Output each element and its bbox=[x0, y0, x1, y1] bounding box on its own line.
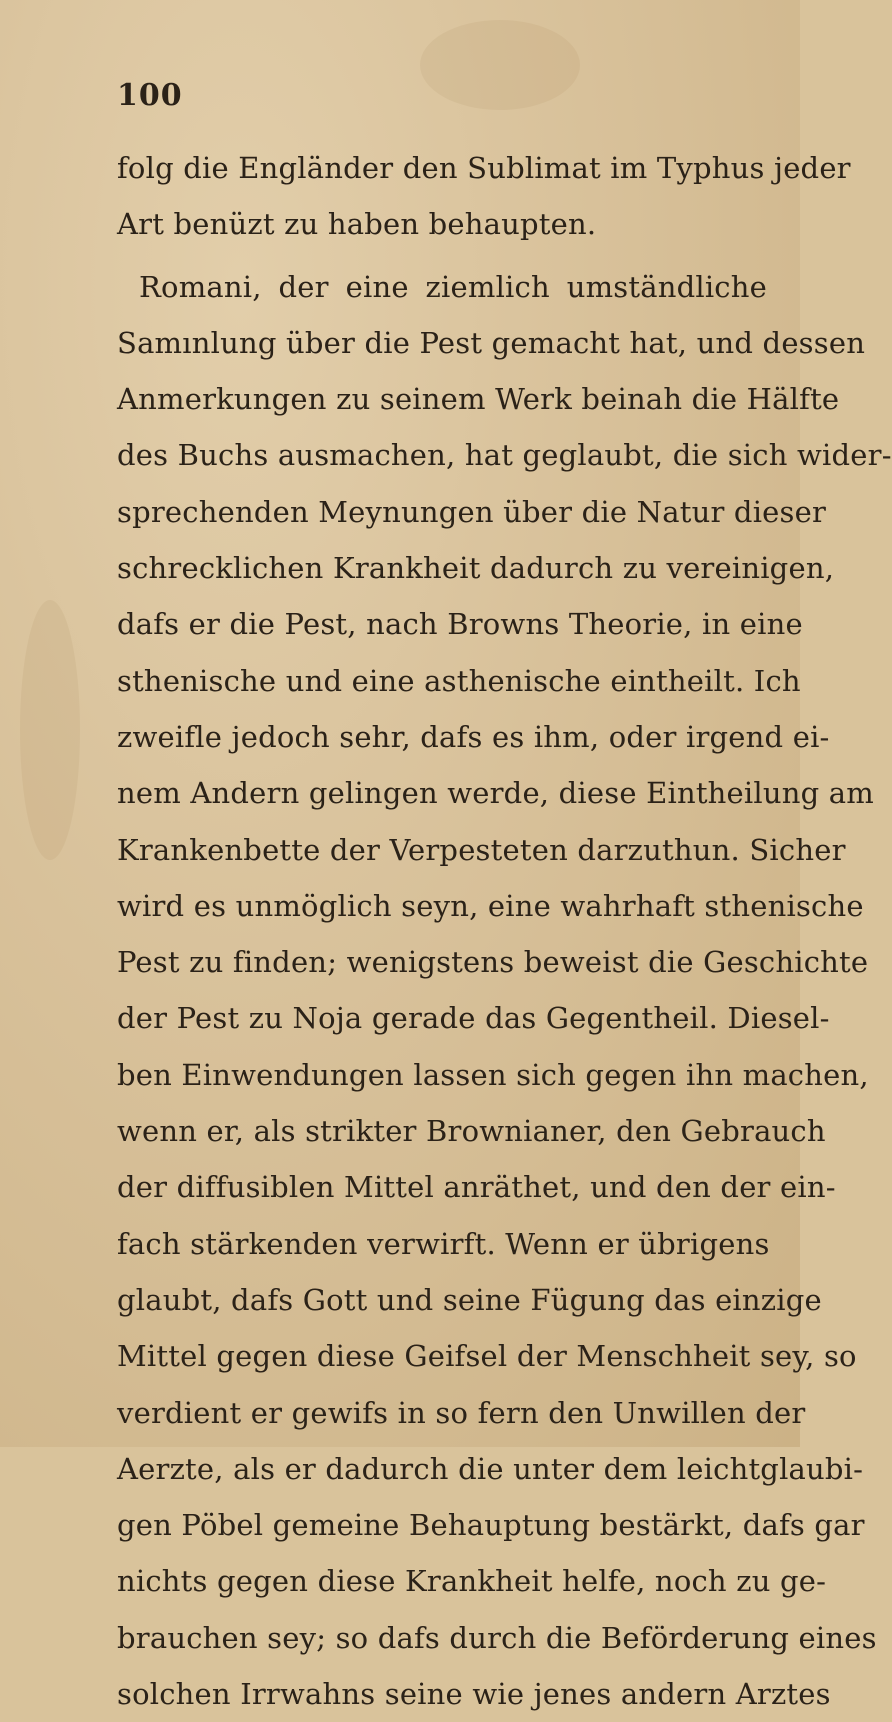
text-line: Anmerkungen zu seinem Werk beinah die Hälfte bbox=[117, 382, 840, 417]
text-line: Art benüzt zu haben behaupten. bbox=[117, 207, 597, 242]
text-line: folg die Engländer den Sublimat im Typhus jeder bbox=[117, 151, 851, 185]
text-line: wenn er, als strikter Brownianer, den Gebrauch bbox=[117, 1114, 826, 1149]
text-line: des Buchs ausmachen, hat geglaubt, die sich wider- bbox=[117, 438, 892, 473]
text-line: fach stärkenden verwirft. Wenn er übrigens bbox=[117, 1226, 770, 1261]
text-line: Pest zu finden; wenigstens beweist die Geschichte bbox=[117, 945, 869, 980]
text-line: glaubt, dafs Gott und seine Fügung das einzige bbox=[117, 1282, 822, 1317]
text-line: dafs er die Pest, nach Browns Theorie, in eine bbox=[117, 607, 803, 642]
text-line: Mittel gegen diese Geifsel der Menschheit sey, so bbox=[117, 1339, 857, 1374]
text-line: nichts gegen diese Krankheit helfe, noch zu ge- bbox=[117, 1564, 827, 1599]
body-text bbox=[117, 140, 892, 1722]
text-line: zweifle jedoch sehr, dafs es ihm, oder irgend ei- bbox=[117, 719, 830, 754]
paragraph-1 bbox=[117, 140, 851, 253]
text-line: wird es unmöglich seyn, eine wahrhaft sthenische bbox=[117, 888, 864, 923]
text-line: gen Pöbel gemeine Behauptung bestärkt, dafs gar bbox=[117, 1508, 865, 1543]
text-line: Krankenbette der Verpesteten darzuthun. Sicher bbox=[117, 832, 846, 867]
text-line: Samınlung über die Pest gemacht hat, und dessen bbox=[117, 325, 866, 360]
text-line: verdient er gewifs in so fern den Unwillen der bbox=[117, 1395, 806, 1430]
text-line: der Pest zu Noja gerade das Gegentheil. Diesel- bbox=[117, 1001, 830, 1036]
paper-stain bbox=[20, 600, 80, 860]
text-line: nem Andern gelingen werde, diese Eintheilung am bbox=[117, 776, 874, 811]
text-line: Aerzte, als er dadurch die unter dem leichtglaubi- bbox=[117, 1451, 864, 1486]
text-line: der diffusiblen Mittel anräthet, und den der ein- bbox=[117, 1170, 836, 1205]
text-line: solchen Irrwahns seine wie jenes andern Arztes bbox=[117, 1677, 831, 1712]
paper-stain bbox=[420, 20, 580, 110]
text-line: sprechenden Meynungen über die Natur dieser bbox=[117, 494, 827, 529]
text-line: ben Einwendungen lassen sich gegen ihn machen, bbox=[117, 1057, 869, 1092]
text-line: sthenische und eine asthenische eintheilt. Ich bbox=[117, 663, 801, 698]
text-line: brauchen sey; so dafs durch die Beförderung eines bbox=[117, 1620, 877, 1655]
text-line: schrecklichen Krankheit dadurch zu vereinigen, bbox=[117, 551, 835, 586]
paragraph-2 bbox=[117, 259, 892, 1722]
text-line: Romani, der eine ziemlich umständliche bbox=[139, 269, 767, 304]
page-number: 100 bbox=[117, 78, 183, 113]
